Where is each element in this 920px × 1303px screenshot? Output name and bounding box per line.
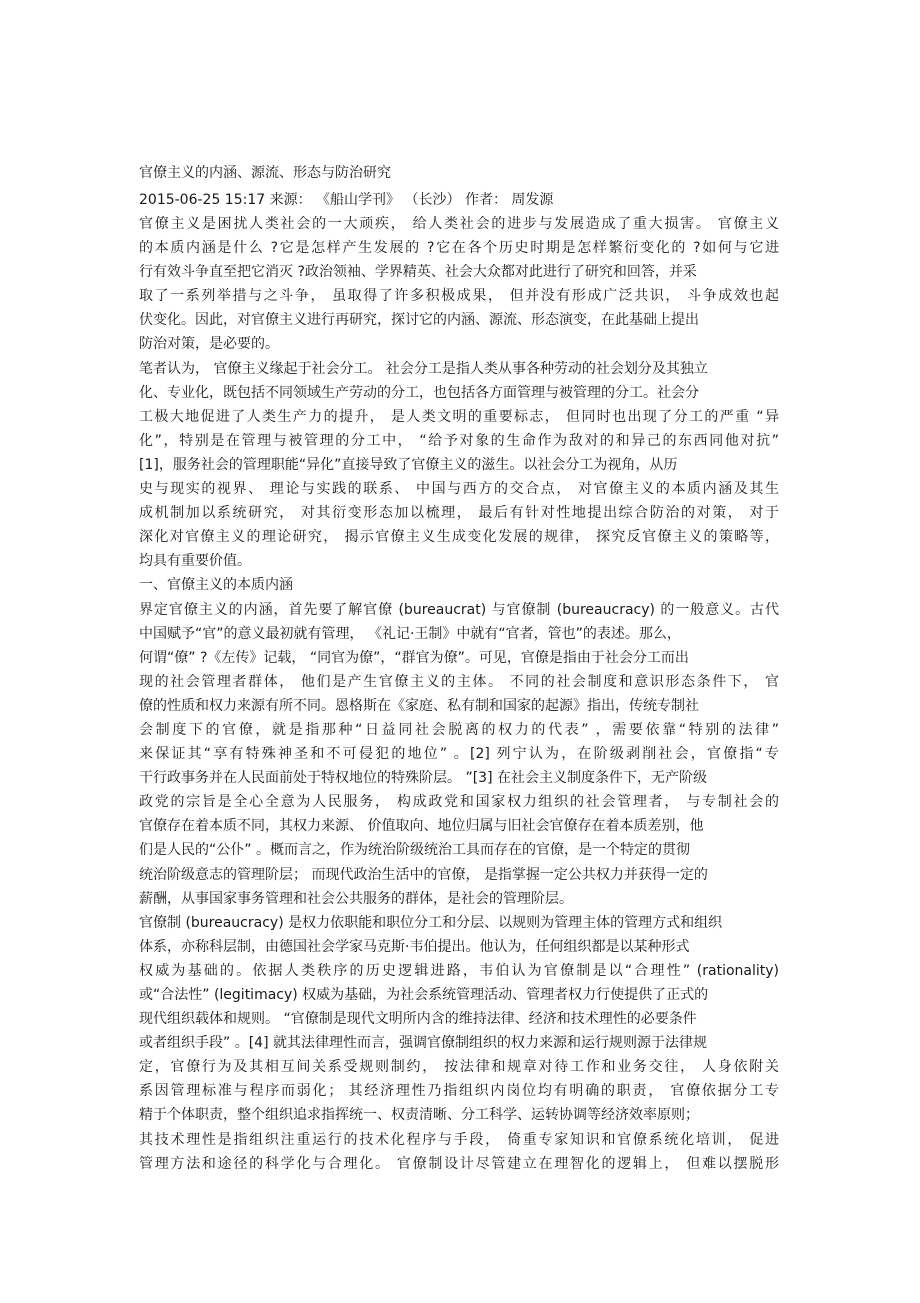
article-body [139, 212, 779, 1176]
text-line: 现的社会管理者群体， 他们是产生官僚主义的主体。 不同的社会制度和意识形态条件下， 官 [139, 673, 779, 690]
text-line: 官僚制 (bureaucracy) 是权力依职能和职位分工和分层、以规则为管理主体的管理方式和组织 [139, 914, 723, 931]
text-line: 或者组织手段” 。[4] 就其法律理性而言，强调官僚制组织的权力来源和运行规则源于法律规 [139, 1035, 707, 1052]
text-line: 其技术理性是指组织注重运行的技术化程序与手段， 倚重专家知识和官僚系统化培训， 促进 [139, 1131, 779, 1148]
text-line: 们是人民的“公仆” 。概而言之，作为统治阶级统治工具而存在的官僚，是一个特定的贯彻 [139, 842, 690, 859]
text-line: 现代组织载体和规则。 “官僚制是现代文明所内含的维持法律、经济和技术理性的必要条件 [139, 1011, 697, 1028]
text-line: 精于个体职责，整个组织追求指挥统一、权责清晰、分工科学、运转协调等经济效率原则； [139, 1107, 699, 1124]
text-line: 界定官僚主义的内涵，首先要了解官僚 (bureaucrat) 与官僚制 (bureaucracy) 的一般意义。古代 [139, 601, 779, 618]
text-line: 中国赋予“官”的意义最初就有管理， 《礼记·王制》中就有“官者，管也”的表述。那么， [139, 625, 681, 642]
text-line: 官僚主义是困扰人类社会的一大顽疾， 给人类社会的进步与发展造成了重大损害。 官僚主义 [139, 216, 779, 232]
text-line: 权威为基础的。依据人类秩序的历史逻辑进路，韦伯认为官僚制是以“合理性” (rationality) [139, 962, 779, 979]
text-line: 薪酬，从事国家事务管理和社会公共服务的群体，是社会的管理阶层。 [139, 890, 573, 907]
text-line: 僚的性质和权力来源有所不同。恩格斯在《家庭、私有制和国家的起源》指出，传统专制社 [139, 697, 699, 714]
text-line: 笔者认为， 官僚主义缘起于社会分工。 社会分工是指人类从事各种劳动的社会划分及其独立 [139, 360, 708, 377]
text-line: 伏变化。因此，对官僚主义进行再研究，探讨它的内涵、源流、形态演变，在此基础上提出 [139, 312, 699, 329]
text-line: 官僚存在着本质不同，其权力来源、 价值取向、地位归属与旧社会官僚存在着本质差别，他 [139, 818, 704, 835]
text-line: 定，官僚行为及其相互间关系受规则制约， 按法律和规章对待工作和业务交往， 人身依附关 [139, 1059, 779, 1076]
article-title: 官僚主义的内涵、源流、形态与防治研究 [139, 165, 391, 181]
text-line: 一、官僚主义的本质内涵 [139, 577, 293, 594]
text-line: 取了一系列举措与之斗争， 虽取得了许多积极成果， 但并没有形成广泛共识， 斗争成效也起 [139, 288, 779, 305]
text-line: 均具有重要价值。 [139, 553, 251, 570]
text-line: 史与现实的视界、 理论与实践的联系、 中国与西方的交合点， 对官僚主义的本质内涵及其生 [139, 481, 779, 498]
text-line: 系因管理标准与程序而弱化； 其经济理性乃指组织内岗位均有明确的职责， 官僚依据分工专 [139, 1083, 779, 1100]
text-line: 或“合法性” (legitimacy) 权威为基础，为社会系统管理活动、管理者权力行使提供了正式的 [139, 987, 709, 1003]
text-line: 深化对官僚主义的理论研究， 揭示官僚主义生成变化发展的规律， 探究反官僚主义的策略等， [139, 529, 779, 546]
article-meta: 2015-06-25 15:17 来源： 《船山学刊》 （长沙） 作者： 周发源 [139, 192, 554, 208]
text-line: 成机制加以系统研究， 对其衍变形态加以梳理， 最后有针对性地提出综合防治的对策， 对于 [139, 505, 779, 522]
text-line: 化、专业化，既包括不同领域生产劳动的分工，也包括各方面管理与被管理的分工。社会分 [139, 384, 699, 401]
text-line: 行有效斗争直至把它消灭 ?政治领袖、学界精英、社会大众都对此进行了研究和回答，并采 [139, 264, 697, 281]
text-line: 何谓“僚” ?《左传》记载， “同官为僚”，“群官为僚”。可见，官僚是指由于社会分工而出 [139, 649, 689, 666]
text-line: 会制度下的官僚，就是指那种“日益同社会脱离的权力的代表” ，需要依靠“特别的法律” [139, 721, 779, 738]
text-line: 政党的宗旨是全心全意为人民服务， 构成政党和国家权力组织的社会管理者， 与专制社会的 [139, 794, 779, 811]
text-line: 来保证其“享有特殊神圣和不可侵犯的地位” 。[2] 列宁认为，在阶级剥削社会，官僚指“专 [139, 746, 779, 763]
text-line: 干行政事务并在人民面前处于特权地位的特殊阶层。 ”[3] 在社会主义制度条件下，无产阶级 [139, 770, 707, 787]
text-line: 防治对策，是必要的。 [139, 336, 279, 353]
text-line: 工极大地促进了人类生产力的提升， 是人类文明的重要标志， 但同时也出现了分工的严重 “异 [139, 408, 779, 425]
text-line: 化”，特别是在管理与被管理的分工中， “给予对象的生命作为敌对的和异己的东西同他对抗” [139, 432, 779, 449]
text-line: 体系，亦称科层制，由德国社会学家马克斯·韦伯提出。他认为，任何组织都是以某种形式 [139, 938, 690, 955]
text-line: 管理方法和途径的科学化与合理化。 官僚制设计尽管建立在理智化的逻辑上， 但难以摆脱形 [139, 1155, 779, 1172]
text-line: 的本质内涵是什么 ?它是怎样产生发展的 ?它在各个历史时期是怎样繁衍变化的 ?如何与它进 [139, 240, 779, 257]
text-line: [1]，服务社会的管理职能“异化”直接导致了官僚主义的滋生。以社会分工为视角，从历 [139, 456, 678, 473]
text-line: 统治阶级意志的管理阶层； 而现代政治生活中的官僚， 是指掌握一定公共权力并获得一定的 [139, 866, 708, 883]
